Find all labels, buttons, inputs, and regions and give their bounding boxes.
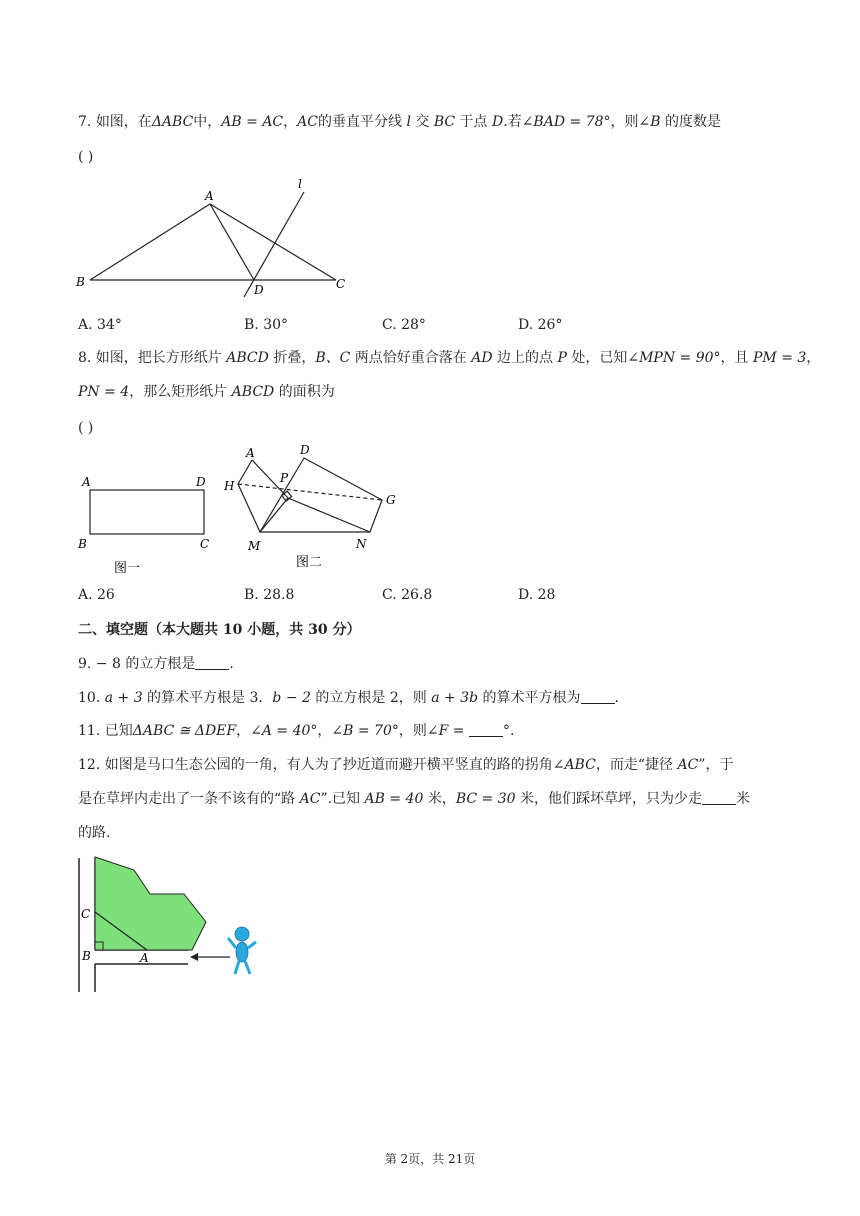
q7-option-d: D. 26°: [518, 317, 563, 333]
q7-option-a: A. 34°: [78, 317, 122, 333]
fig1-caption: 图一: [114, 561, 141, 576]
q12-line2: 是在草坪内走出了一条不该有的“路 AC”.已知 AB = 40 米，BC = 30 米，他们踩坏草坪，只为少走 米: [78, 791, 750, 807]
q7-answer-paren: ( ): [78, 149, 94, 165]
q12-line1: 12. 如图是马口生态公园的一角，有人为了抄近道而避开横平竖直的路的拐角∠ABC，而走“捷径 AC”，于: [78, 757, 734, 773]
fig2-label-D: D: [300, 443, 310, 457]
fig12-label-A: A: [140, 951, 149, 965]
q8-figure-1: [76, 470, 226, 580]
answer-blank: [195, 655, 229, 670]
q8-stem-line2: PN = 4，那么矩形纸片 ABCD 的面积为: [78, 384, 335, 400]
person-icon: [228, 927, 256, 974]
q8-option-b: B. 28.8: [244, 587, 295, 603]
label-l: l: [298, 177, 302, 191]
q9: 9. − 8 的立方根是 .: [78, 656, 234, 672]
q7-stem: 7. 如图，在ΔABC中，AB = AC，AC的垂直平分线 l 交 BC 于点 D.若∠BAD = 78°，则∠B 的度数是: [78, 114, 721, 130]
fig1-label-A: A: [82, 475, 91, 489]
q12-line3: 的路.: [78, 825, 111, 841]
q8-option-d: D. 28: [518, 587, 556, 603]
fig2-caption: 图二: [296, 555, 323, 570]
fig12-label-C: C: [81, 907, 91, 921]
fig2-label-H: H: [224, 479, 235, 493]
fig1-label-B: B: [78, 537, 87, 551]
fig2-label-N: N: [356, 537, 367, 551]
fig1-label-C: C: [200, 537, 210, 551]
q10: 10. a + 3 的算术平方根是 3．b − 2 的立方根是 2，则 a + 3b 的算术平方根为 .: [78, 690, 619, 706]
q7-option-b: B. 30°: [244, 317, 289, 333]
fig2-label-G: G: [386, 493, 396, 507]
label-A: A: [205, 189, 214, 203]
fig2-label-M: M: [248, 539, 261, 553]
q8-stem-line1: 8. 如图，把长方形纸片 ABCD 折叠，B、C 两点恰好重合落在 AD 边上的点 P 处，已知∠MPN = 90°，且 PM = 3，: [78, 350, 821, 366]
page-footer: 第 2页，共 21页: [384, 1152, 476, 1166]
label-D: D: [254, 283, 264, 297]
q8-answer-paren: ( ): [78, 420, 94, 436]
fig1-label-D: D: [196, 475, 206, 489]
lawn-polygon: [95, 857, 206, 950]
fig2-label-P: P: [280, 471, 289, 485]
label-B: B: [76, 275, 85, 289]
q8-figure-2: [220, 440, 410, 575]
section-heading: 二、填空题（本大题共 10 小题，共 30 分）: [78, 622, 361, 638]
fig12-label-B: B: [82, 949, 91, 963]
answer-blank: [581, 689, 615, 704]
q7-option-c: C. 28°: [382, 317, 426, 333]
q7-figure: [72, 170, 362, 310]
answer-blank: [469, 722, 503, 737]
q8-option-a: A. 26: [78, 587, 115, 603]
fig2-label-A: A: [246, 446, 255, 460]
q12-figure: [72, 852, 272, 997]
q11: 11. 已知ΔABC ≅ ΔDEF，∠A = 40°，∠B = 70°，则∠F = °.: [78, 723, 515, 739]
q8-option-c: C. 26.8: [382, 587, 433, 603]
answer-blank: [702, 790, 736, 805]
label-C: C: [336, 277, 346, 291]
